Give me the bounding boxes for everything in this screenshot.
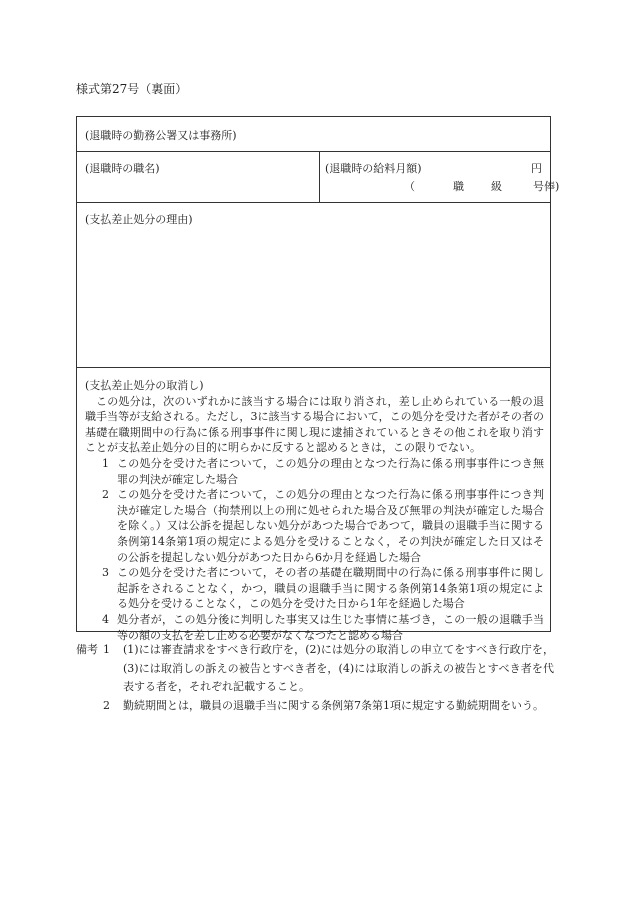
column-divider (319, 152, 320, 203)
grade-open-paren: （ (404, 180, 415, 193)
remark-number: 1 (103, 643, 110, 656)
remarks-spacer (76, 697, 103, 716)
salary-label: (退職時の給料月額) (325, 162, 422, 175)
position-salary-row (77, 151, 550, 203)
form-table (76, 116, 551, 642)
remark-item (76, 697, 554, 716)
item-text: この処分を受けた者について，その者の基礎在職期間中の行為に係る刑事事件に関し起訴をされることなく，かつ，職員の退職手当に関する条例第14条第1項の規定による処分を受けることなく，この処分を受けた日から1年を経過した場合 (117, 566, 544, 611)
cancellation-paragraph: この処分は，次のいずれかに該当する場合には取り消され，差し止められている一般の退職手当等が支給される。ただし，3に該当する場合において，この処分を受けた者がその者の基礎在職期間中の行為に係る刑事事件に関し現に逮捕されているときその他これを取り消すことが支払差止処分の目的に明らかに反すると認めるときは，この限りでない。 (85, 394, 544, 455)
yen-unit: 円 (531, 162, 542, 175)
item-text: この処分を受けた者について，この処分の理由となつた行為に係る刑事事件につき判決が確定した場合（拘禁刑以上の刑に処せられた場合及び無罪の判決が確定した場合を除く。）又は公訴を提起しない処分があつた場合であつて，職員の退職手当に関する条例第14条第1項の規定による処分を受けることなく，その判決が確定した日又はその公訴を提起しない処分があつた日から6か月を経過した場合 (117, 488, 544, 564)
cancellation-item (85, 565, 544, 612)
item-number: 1 (102, 456, 109, 470)
cancellation-heading: (支払差止処分の取消し) (85, 379, 204, 392)
form-title: 様式第27号（裏面） (76, 82, 188, 96)
remark-text: (1)には審査請求をすべき行政庁を，(2)には処分の取消しの申立てをすべき行政庁を，(3)には取消しの訴えの被告とすべき者を，(4)には取消しの訴えの被告とすべき者を代表する者を，それぞれ記載すること。 (123, 643, 554, 693)
item-number: 3 (102, 566, 109, 580)
item-number: 4 (102, 612, 109, 626)
office-row (77, 117, 550, 151)
remark-item (76, 641, 554, 697)
reason-label: (支払差止処分の理由) (85, 213, 193, 226)
cancellation-item (85, 456, 544, 487)
remark-text: 勤続期間とは，職員の退職手当に関する条例第7条第1項に規定する勤続期間をいう。 (123, 698, 544, 712)
remarks-section (76, 641, 554, 715)
item-number: 2 (102, 488, 109, 502)
grade-gohou: 号俸) (533, 180, 560, 193)
cancellation-item (85, 487, 544, 565)
cancellation-row (77, 367, 550, 642)
grade-shoku: 職 (453, 180, 464, 193)
office-label: (退職時の勤務公署又は事務所) (85, 129, 237, 142)
grade-kyu: 級 (491, 180, 502, 193)
remark-number: 2 (103, 698, 110, 712)
cancellation-item (85, 612, 544, 643)
cancellation-section (85, 378, 544, 643)
position-label: (退職時の職名) (85, 162, 160, 175)
reason-row (77, 202, 550, 368)
item-text: 処分者が，この処分後に判明した事実又は生じた事情に基づき，この一般の退職手当等の額の支払を差し止める必要がなくなつたと認める場合 (117, 612, 544, 642)
item-text: この処分を受けた者について，この処分の理由となつた行為に係る刑事事件につき無罪の判決が確定した場合 (117, 456, 544, 486)
remarks-lead: 備考 (76, 643, 98, 656)
